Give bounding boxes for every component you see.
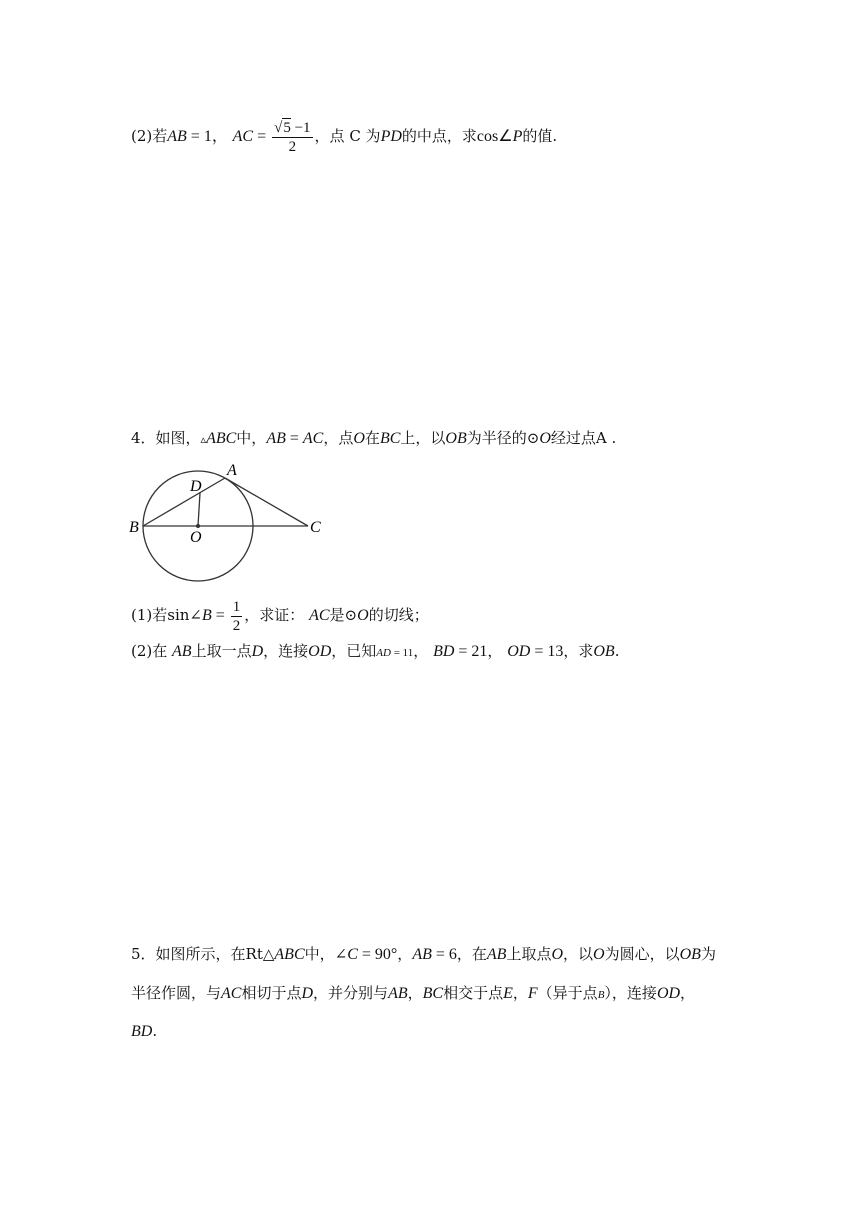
q5-line2: 半径作圆，与AC相切于点D，并分别与AB，BC相交于点E，F（异于点B），连接OD， (131, 984, 696, 1002)
q4-part2: (2)在 AB上取一点D，连接OD，已知AD = 11， BD = 21， OD = 13，求OB. (131, 642, 620, 660)
fraction-sqrt5-minus1-over-2: $\frac{√5 -1}{2}$ (274, 120, 311, 155)
segment-od (198, 493, 200, 526)
q4-intro: 4．如图，▵ABC中，AB = AC，点O在BC上，以OB为半径的⊙O经过点A . (131, 429, 617, 447)
q5-line1: 5．如图所示，在Rt△ABC中，∠C = 90°，AB = 6，在AB上取点O，以O为圆心，以OB为 (131, 945, 716, 963)
q5-line3: BD. (131, 1022, 158, 1040)
segment-ba (143, 478, 225, 526)
segment-ac (225, 478, 308, 526)
label-a: A (227, 462, 237, 479)
label-o: O (190, 529, 202, 546)
fraction-one-half: $\frac{1}{2}$ (232, 598, 241, 634)
label-b: B (129, 519, 139, 536)
q4-part1: (1)若sin∠B = $\frac{1}{2}$ ，求证： AC是⊙O的切线； (131, 598, 429, 634)
label-d: D (190, 478, 202, 495)
geometry-figure-circle-triangle (124, 456, 334, 586)
point-o (196, 524, 200, 528)
label-c: C (310, 519, 321, 536)
q3-part2-text: (2)若AB = 1， AC = $\frac{√5 -1}{2}$ ，点 C 为PD的中点，求cos∠P的值. (131, 120, 558, 155)
